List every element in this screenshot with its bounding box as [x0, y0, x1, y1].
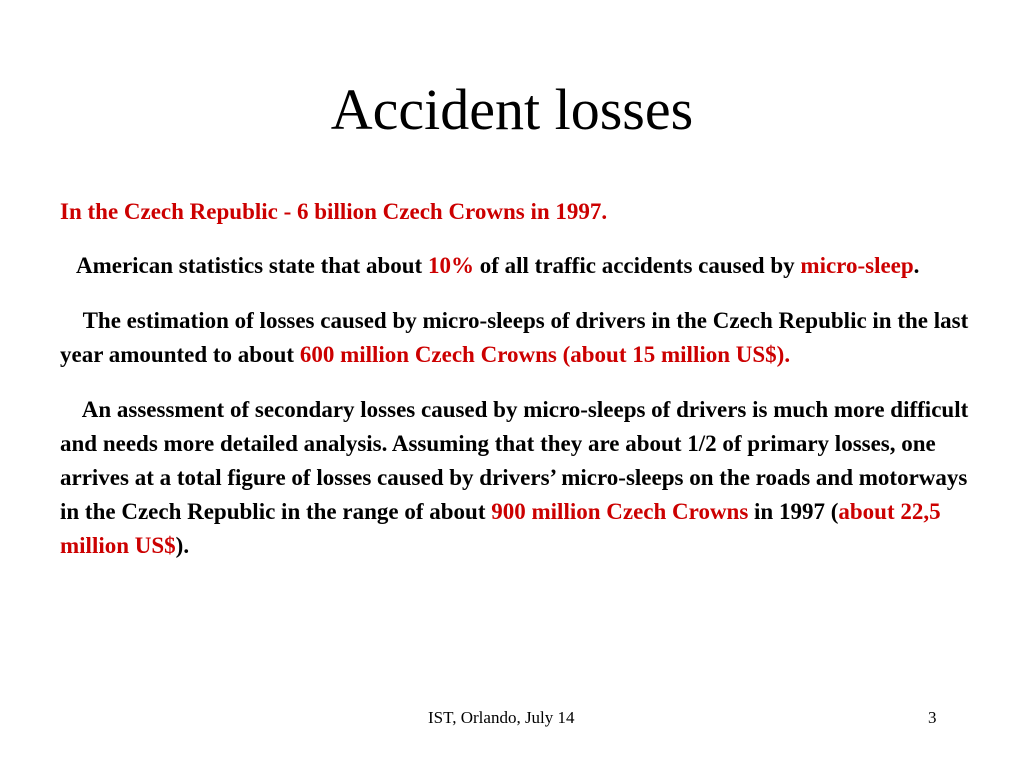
highlight-600-million: 600 million Czech Crowns (about 15 million US$). — [299, 342, 791, 367]
indent — [60, 253, 76, 278]
indent — [60, 308, 83, 333]
highlight-micro-sleep: micro-sleep — [800, 253, 914, 278]
paragraph-secondary-losses — [60, 393, 980, 563]
paragraph-loss-estimation — [60, 304, 980, 372]
slide-body — [60, 195, 980, 581]
indent — [60, 397, 82, 422]
text-segment: An assessment of secondary losses caused by micro-sleeps of drivers is much more difficult and needs more detailed analysis. Assuming that they are about 1/2 of primary losses, one arrives at a total figure of losses caused by drivers’ micro-sleeps on the roads and motorways in the Czech Republic in the range of about — [60, 397, 969, 524]
text-segment: . — [913, 253, 920, 278]
text-segment: The estimation of losses caused by micro-sleeps of drivers in the Czech Republic in the last year amounted to about — [60, 308, 969, 367]
page-number: 3 — [928, 708, 937, 727]
paragraph-american-statistics — [60, 249, 980, 283]
paragraph-czech-losses-text: In the Czech Republic - 6 billion Czech Crowns in 1997. — [60, 199, 608, 224]
highlight-percentage: 10% — [427, 253, 474, 278]
text-segment: ). — [175, 533, 190, 558]
highlight-22-5-million: about 22,5 million US$ — [60, 499, 941, 558]
highlight-900-million: 900 million Czech Crowns — [491, 499, 749, 524]
paragraph-czech-losses — [60, 195, 980, 229]
slide-title: Accident losses — [330, 77, 694, 142]
text-segment: of all traffic accidents caused by — [473, 253, 801, 278]
text-segment: American statistics state that about — [75, 253, 428, 278]
footer-text: IST, Orlando, July 14 — [428, 708, 575, 727]
text-segment: in 1997 ( — [748, 499, 839, 524]
